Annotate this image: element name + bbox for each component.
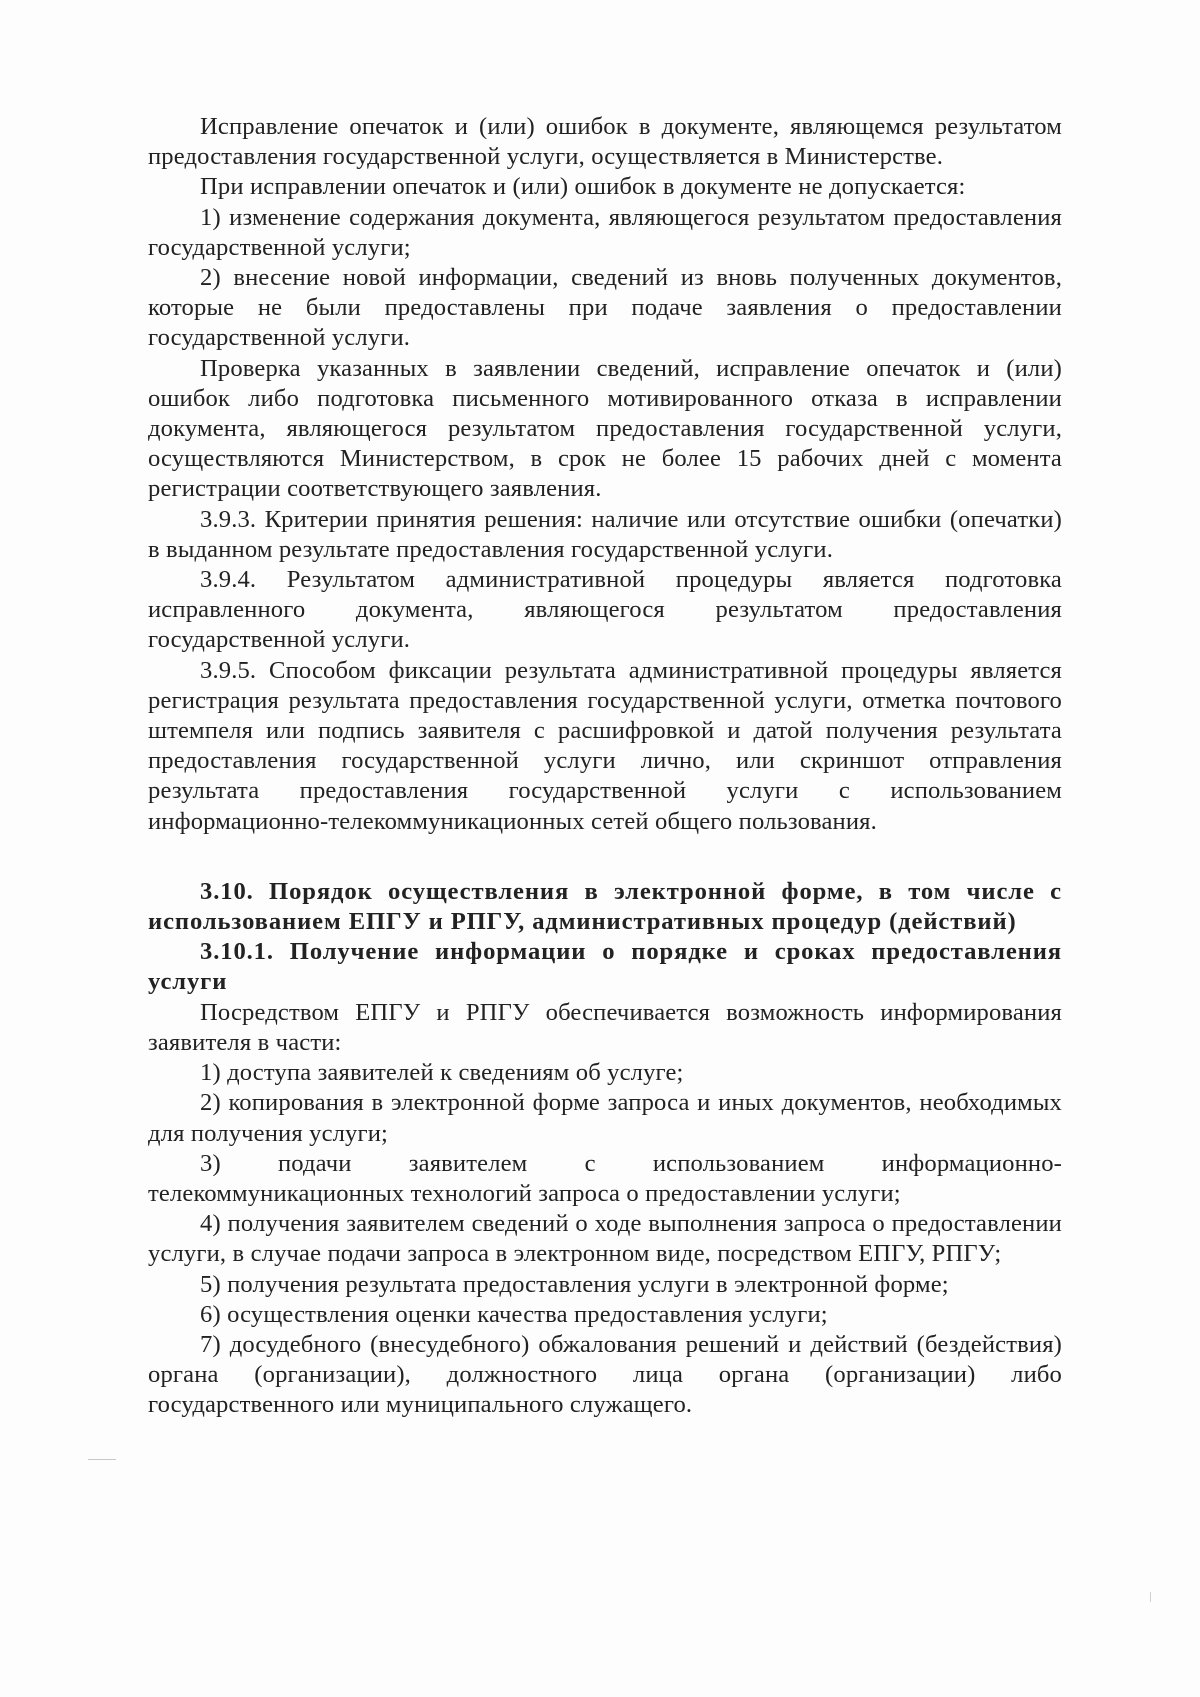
- clause-3-9-4: 3.9.4. Результатом административной процедуры является подготовка исправленного документа, являющегося результатом предоставления государственной услуги.: [148, 566, 1062, 654]
- clause-3-9-3: 3.9.3. Критерии принятия решения: наличие или отсутствие ошибки (опечатки) в выданном результате предоставления государственной услуги.: [148, 505, 1062, 563]
- service-list-item-1: 1) доступа заявителей к сведениям об услуге;: [200, 1059, 684, 1087]
- list-item-2: 2) внесение новой информации, сведений из вновь полученных документов, которые не были предоставлены при подаче заявления о предоставлении государственной услуги.: [148, 264, 1062, 352]
- paragraph-informing: Посредством ЕПГУ и РПГУ обеспечивается возможность информирования заявителя в части:: [148, 998, 1062, 1056]
- list-item-1: 1) изменение содержания документа, являющегося результатом предоставления государственной услуги;: [148, 203, 1062, 261]
- service-list-item-2: 2) копирования в электронной форме запроса и иных документов, необходимых для получения услуги;: [148, 1089, 1062, 1147]
- service-list-item-5: 5) получения результата предоставления услуги в электронной форме;: [200, 1270, 949, 1298]
- service-list-item-6: 6) осуществления оценки качества предоставления услуги;: [200, 1300, 828, 1328]
- service-list-item-7: 7) досудебного (внесудебного) обжалования решений и действий (бездействия) органа (организации), должностного лица органа (организации) либо государственного или муниципального служащего.: [148, 1330, 1062, 1419]
- service-list-item-3: 3) подачи заявителем с использованием информационно-телекоммуникационных технологий запроса о предоставлении услуги;: [148, 1149, 1062, 1207]
- paragraph-verification: Проверка указанных в заявлении сведений, исправление опечаток и (или) ошибок либо подготовка письменного мотивированного отказа в исправлении документа, являющегося результатом предоставления государственной услуги, осуществляются Министерством, в срок не более 15 рабочих дней с момента регистрации соответствующего заявления.: [148, 354, 1062, 503]
- paragraph-not-allowed: При исправлении опечаток и (или) ошибок в документе не допускается:: [200, 173, 966, 201]
- section-spacer: [148, 837, 1062, 877]
- scan-corner-mark: [1150, 1592, 1151, 1602]
- clause-3-9-5: 3.9.5. Способом фиксации результата административной процедуры является регистрация результата предоставления государственной услуги, отметка почтового штемпеля или подпись заявителя с расшифровкой и датой получения результата предоставления государственной услуги лично, или скриншот отправления результата предоставления государственной услуги с использованием информационно-телекоммуникационных сетей общего пользования.: [148, 656, 1062, 835]
- service-list-item-4: 4) получения заявителем сведений о ходе выполнения запроса о предоставлении услуги, в случае подачи запроса в электронном виде, посредством ЕПГУ, РПГУ;: [148, 1210, 1062, 1268]
- scan-margin-mark: [88, 1459, 116, 1460]
- document-body: [148, 112, 1062, 1421]
- paragraph-correction-location: Исправление опечаток и (или) ошибок в документе, являющемся результатом предоставления государственной услуги, осуществляется в Министерстве.: [148, 113, 1062, 171]
- subsection-heading-3-10-1: 3.10.1. Получение информации о порядке и сроках предоставления услуги: [148, 938, 1062, 996]
- section-heading-3-10: 3.10. Порядок осуществления в электронной форме, в том числе с использованием ЕПГУ и РПГУ, административных процедур (действий): [148, 877, 1062, 936]
